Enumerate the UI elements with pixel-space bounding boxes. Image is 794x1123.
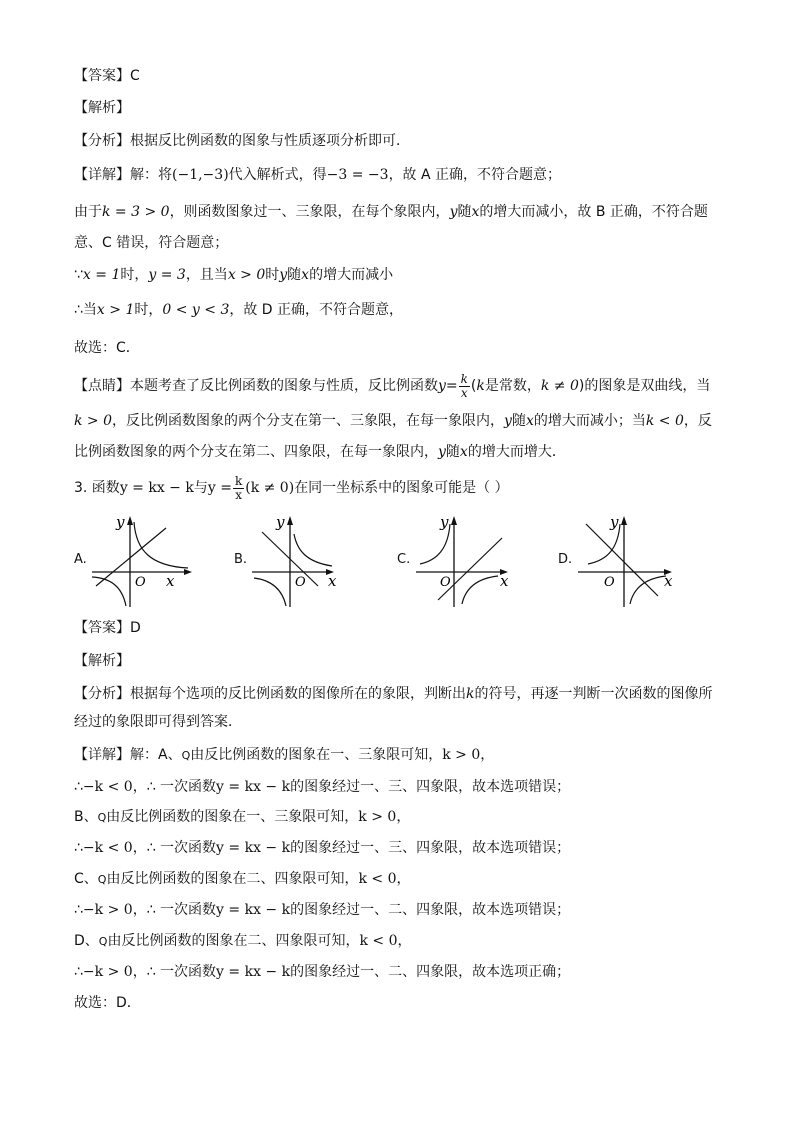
answer-text: 【答案】D: [74, 620, 141, 636]
x-axis-arrow: [184, 569, 192, 575]
because-symbol: ∵: [74, 267, 83, 283]
text: ，: [397, 933, 412, 949]
analysis-text: 【解析】: [74, 653, 130, 669]
linear-function: [96, 528, 166, 586]
analysis-heading: [74, 98, 724, 118]
fraction-k-over-x: [233, 475, 244, 502]
text: 由反比例函数的图象在二、四象限可知，: [107, 933, 360, 949]
fenxi-line-2: [74, 684, 724, 704]
denominator: x: [460, 385, 468, 400]
text: C、: [74, 871, 98, 887]
fenxi-line: [74, 131, 724, 151]
text: 时，: [120, 267, 149, 283]
math: y: [449, 204, 458, 220]
therefore-symbol: ∴: [74, 840, 83, 856]
math: (k ≠ 0): [245, 480, 295, 496]
math: −k > 0: [82, 902, 133, 918]
text: 的增大而减小；当: [533, 413, 646, 429]
detail-line-1: [74, 165, 724, 185]
text: 的符号，再逐一判断一次函数的图像所: [474, 686, 713, 702]
detail2-line-5: [74, 869, 724, 890]
text: 由于: [74, 204, 102, 220]
text: 【详解】解：A、: [74, 747, 182, 763]
math: k > 0: [74, 413, 113, 429]
math-eq: −3 = −3: [326, 167, 389, 183]
y-axis-label: y: [610, 513, 619, 531]
math: k < 0: [645, 413, 684, 429]
fenxi-text: 【分析】根据反比例函数的图象与性质逐项分析即可．: [74, 133, 410, 149]
math: −k < 0: [82, 779, 133, 795]
math: y = kx − k: [216, 779, 291, 795]
math: y =: [207, 480, 232, 496]
math: y: [438, 444, 446, 460]
therefore-symbol: ∴: [74, 779, 83, 795]
text: 【详解】解：将: [74, 167, 172, 183]
text: 由反比例函数的图象在二、四象限可知，: [106, 871, 359, 887]
detail2-line-8: [74, 962, 724, 982]
text: ，故 D 正确，不符合题意，: [229, 302, 404, 318]
text: 由反比例函数的图象在一、三象限可知，: [190, 747, 443, 763]
x-axis-label: x: [500, 572, 509, 590]
text: 代入解析式，得: [228, 167, 327, 183]
dianjing-line-2: [74, 411, 724, 431]
linear-function: [438, 538, 502, 600]
math: k ≠ 0: [540, 378, 579, 394]
option-b-graph[interactable]: [248, 510, 358, 610]
analysis-text: 【解析】: [74, 100, 130, 116]
numerator: k: [234, 473, 243, 488]
math: y = kx − k: [216, 840, 291, 856]
option-a-label[interactable]: A.: [74, 552, 87, 567]
math: x: [459, 444, 468, 460]
text: 3. 函数: [74, 480, 120, 496]
q-symbol: Q: [181, 749, 191, 762]
text: ，∴ 一次函数: [132, 902, 217, 918]
text: 由反比例函数的图象在一、三象限可知，: [106, 809, 359, 825]
text: ，∴ 一次函数: [132, 779, 217, 795]
numerator: k: [460, 371, 468, 386]
math: x: [301, 267, 310, 283]
hyperbola-branch-1: [294, 534, 332, 566]
math: k < 0: [359, 933, 398, 949]
math: −k > 0: [82, 964, 133, 980]
text: 随: [511, 413, 526, 429]
text: 的图象经过一、三、四象限，故本选项错误；: [290, 779, 571, 795]
text: ，∴ 一次函数: [132, 840, 217, 856]
hyperbola-branch-4: [462, 576, 498, 604]
math: y = 3: [148, 267, 186, 283]
linear-function: [586, 524, 658, 596]
hyperbola-branch-4: [630, 576, 666, 604]
text: 的增大而增大．: [467, 444, 566, 460]
x-axis-label: x: [328, 572, 337, 590]
math: k > 0: [358, 809, 397, 825]
text: 是常数，: [484, 378, 541, 394]
text: ，反比例函数图象的两个分支在第一、三象限，在每一象限内，: [112, 413, 505, 429]
option-c-graph[interactable]: [410, 510, 520, 610]
x-axis-label: x: [664, 572, 673, 590]
answer-line-2: [74, 618, 724, 638]
fraction-k-over-x: [459, 373, 470, 400]
text: 随: [445, 444, 460, 460]
math: k: [476, 378, 485, 394]
text: 【分析】根据每个选项的反比例函数的图像所在的象限，判断出: [74, 686, 466, 702]
text: B、: [74, 809, 98, 825]
text: 意、C 错误，符合题意；: [74, 235, 229, 251]
math: x > 0: [227, 267, 266, 283]
text: ∴当: [74, 302, 97, 318]
option-b-label[interactable]: B.: [234, 552, 248, 567]
y-axis-arrow: [621, 516, 627, 525]
answer-line: [74, 66, 724, 86]
math: y = kx − k: [119, 480, 194, 496]
math: 0 < y < 3: [162, 302, 230, 318]
choose-text: 故选：C．: [74, 340, 140, 356]
question-3-stem: [74, 474, 724, 502]
choose-line-2: [74, 993, 724, 1013]
math: x: [471, 204, 480, 220]
detail2-line-2: [74, 777, 724, 797]
math: x > 1: [96, 302, 135, 318]
q-symbol: Q: [97, 811, 107, 824]
detail-line-3: [74, 233, 724, 253]
therefore-symbol: ∴: [74, 964, 83, 980]
text: 的图象经过一、三、四象限，故本选项错误；: [290, 840, 571, 856]
math-point: (−1,−3): [172, 167, 229, 183]
text: 的增大而减小: [309, 267, 394, 283]
origin-label: O: [604, 575, 615, 590]
detail-line-5: [74, 300, 724, 320]
text: 与: [193, 480, 208, 496]
text: 时: [265, 267, 280, 283]
text: 【点睛】本题考查了反比例函数的图象与性质，反比例函数: [74, 378, 438, 394]
math: k < 0: [358, 871, 397, 887]
text: 的图象经过一、二、四象限，故本选项正确；: [290, 964, 571, 980]
math: k > 0: [442, 747, 481, 763]
y-axis-label: y: [116, 513, 125, 531]
math: y=: [438, 378, 458, 394]
detail-line-2: [74, 202, 724, 222]
math: y = kx − k: [216, 964, 291, 980]
text: 随: [457, 204, 472, 220]
text: ，且当: [185, 267, 228, 283]
option-a-graph[interactable]: [88, 510, 198, 610]
math: x: [525, 413, 534, 429]
hyperbola-branch-3: [254, 578, 286, 606]
therefore-symbol: ∴: [74, 902, 83, 918]
text: 的图象经过一、二、四象限，故本选项错误；: [290, 902, 571, 918]
text: 随: [287, 267, 302, 283]
option-d-label[interactable]: D.: [558, 552, 573, 567]
choose-text: 故选：D．: [74, 995, 141, 1011]
x-axis-label: x: [166, 572, 175, 590]
detail2-line-6: [74, 900, 724, 920]
detail2-line-1: [74, 745, 724, 766]
text: 时，: [134, 302, 163, 318]
analysis-heading-2: [74, 651, 724, 671]
math: x = 1: [82, 267, 121, 283]
denominator: x: [235, 487, 242, 502]
math: k = 3 > 0: [102, 204, 170, 220]
text: ，: [396, 871, 411, 887]
y-axis-arrow: [127, 516, 133, 525]
option-c-label[interactable]: C.: [397, 552, 411, 567]
hyperbola-branch-3: [92, 577, 126, 606]
math: y = kx − k: [216, 902, 291, 918]
math: y: [504, 413, 512, 429]
y-axis-arrow: [287, 516, 293, 525]
origin-label: O: [135, 575, 146, 590]
text: ，反: [683, 413, 712, 429]
dianjing-line-3: [74, 442, 724, 462]
text: ，故 A 正确，不符合题意；: [388, 167, 562, 183]
q-symbol: Q: [98, 935, 108, 948]
y-axis-arrow: [451, 516, 457, 525]
detail2-line-4: [74, 838, 724, 858]
text: 的增大而减小，故 B 正确，不符合题: [479, 204, 708, 220]
dianjing-line-1: [74, 372, 724, 400]
text: D、: [74, 933, 99, 949]
math: y: [279, 267, 288, 283]
y-axis-label: y: [440, 513, 449, 531]
detail2-line-7: [74, 931, 724, 952]
math: −k < 0: [82, 840, 133, 856]
origin-label: O: [440, 575, 451, 590]
text: 比例函数图象的两个分支在第二、四象限，在每一象限内，: [74, 444, 438, 460]
text: ，∴ 一次函数: [132, 964, 217, 980]
text: ，: [480, 747, 495, 763]
option-d-graph[interactable]: [572, 510, 682, 610]
y-axis-label: y: [276, 513, 285, 531]
text: 在同一坐标系中的图象可能是（ ）: [294, 480, 509, 496]
text: ，: [396, 809, 411, 825]
math: k: [466, 686, 475, 702]
detail2-line-3: [74, 807, 724, 828]
hyperbola-branch-1: [134, 522, 188, 568]
detail-line-4: [74, 265, 724, 285]
origin-label: O: [295, 575, 306, 590]
fenxi-line-2b: [74, 712, 724, 732]
text: (: [470, 378, 477, 394]
q-symbol: Q: [97, 873, 107, 886]
text: ，则函数图象过一、三象限，在每个象限内，: [169, 204, 450, 220]
text: )的图象是双曲线，当: [578, 378, 711, 394]
choose-line-1: [74, 338, 724, 358]
text: 经过的象限即可得到答案．: [74, 714, 242, 730]
answer-text: 【答案】C: [74, 68, 140, 84]
